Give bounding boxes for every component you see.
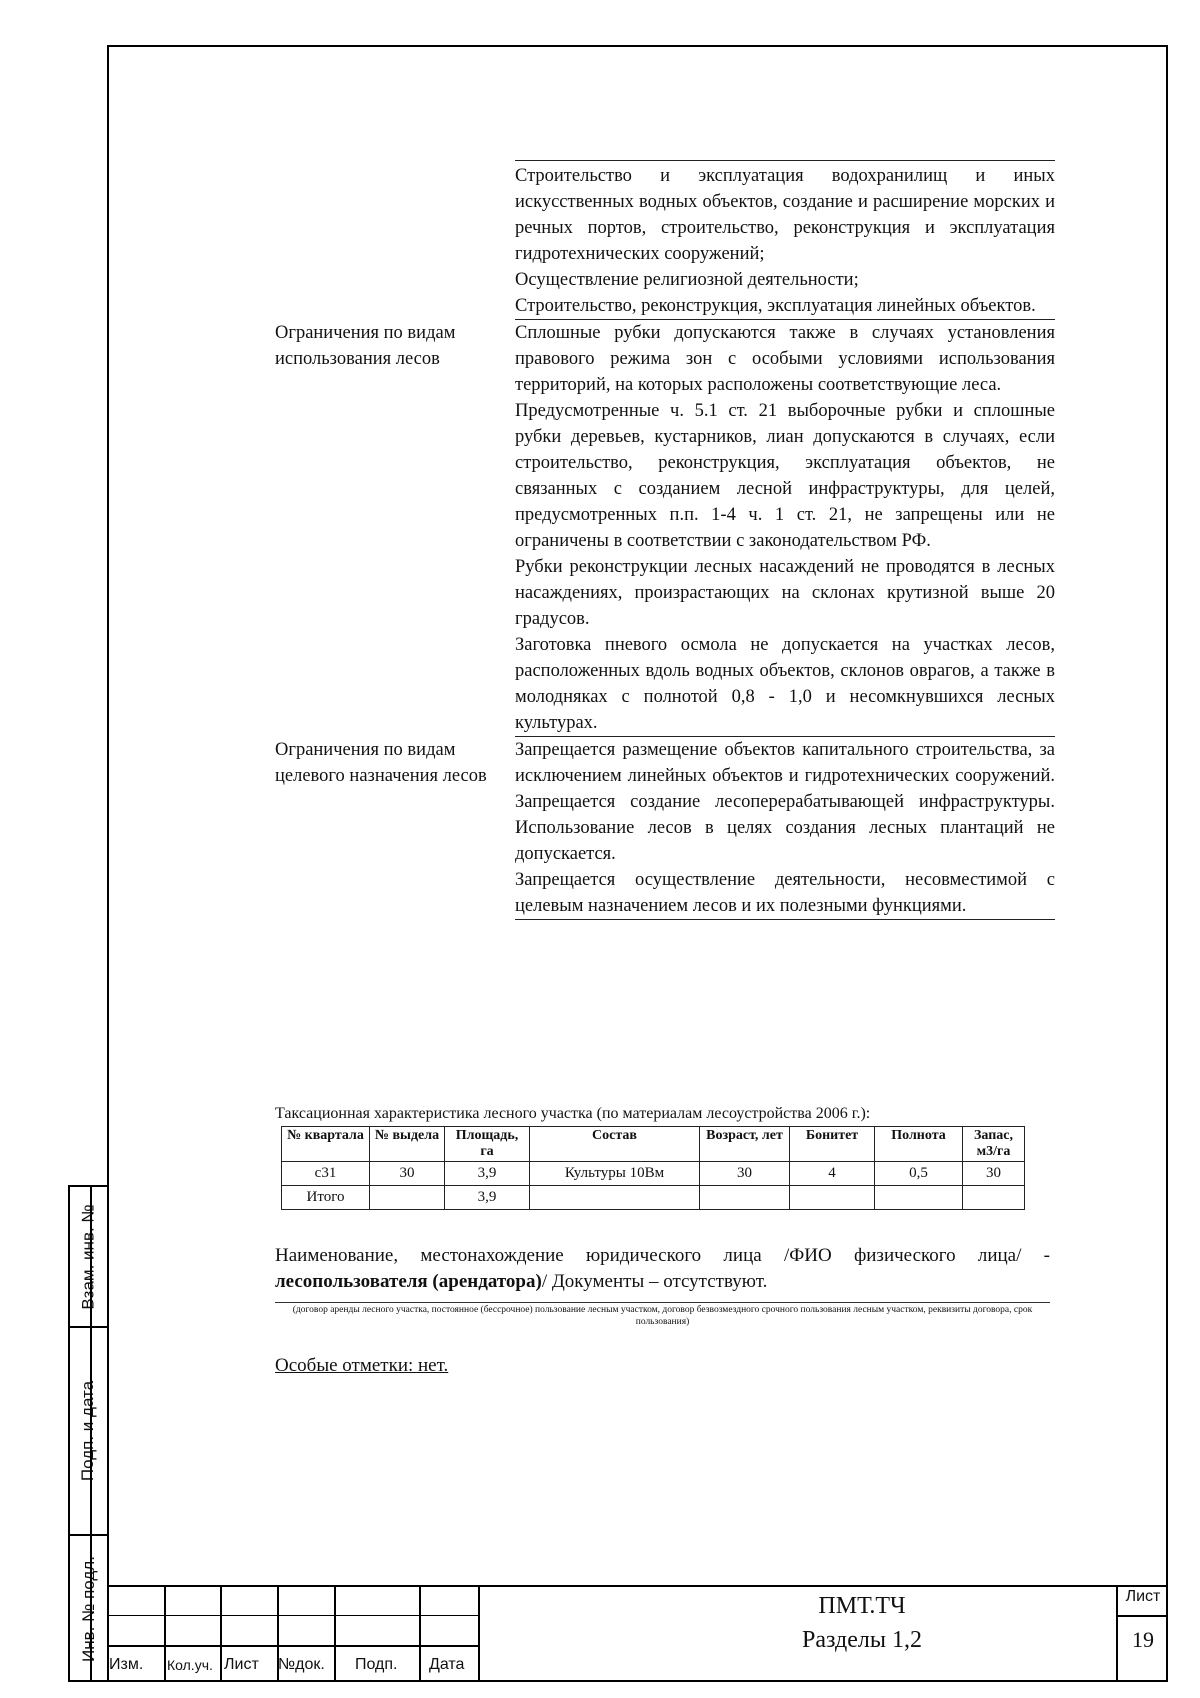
paragraph: Предусмотренные ч. 5.1 ст. 21 выборочные рубки и сплошные рубки деревьев, кустарников, лиан допускаются в случаях, если строительство, реконструкция, эксплуатация объектов, не связанных с созданием лесной инфраструктуры, для целей, предусмотренных п.п. 1-4 ч. 1 ст. 21, не запрещены или не ограничены в соответствии с законодательством РФ. <box>515 401 1055 551</box>
owner-text-bold: лесопользователя (арендатора) <box>275 1271 542 1292</box>
side-label-vzam: Взам. инв. № <box>78 1203 98 1310</box>
rule <box>515 919 1055 920</box>
table-cell <box>700 1186 790 1210</box>
tb-line <box>107 1615 480 1616</box>
purpose-restrictions-row <box>275 737 1055 920</box>
tb-col-ndok: №док. <box>278 1656 325 1673</box>
table-header: Возраст, лет <box>700 1127 790 1162</box>
tb-col-izm: Изм. <box>109 1656 144 1673</box>
side-stamp-blank-column <box>90 1185 107 1682</box>
side-label-inv: Инв. № подл. <box>78 1556 98 1662</box>
tb-col-list: Лист <box>224 1656 259 1673</box>
table-row <box>282 1162 1025 1186</box>
table-header-row <box>282 1127 1025 1162</box>
paragraph: Сплошные рубки допускаются также в случаях установления правового режима зон с особыми условиями использования территорий, на которых расположены соответствующие леса. <box>515 323 1055 395</box>
table-cell: 0,5 <box>875 1162 963 1186</box>
table-cell <box>875 1186 963 1210</box>
taxation-title: Таксационная характеристика лесного участка (по материалам лесоустройства 2006 г.): <box>275 1105 871 1122</box>
paragraph: Строительство и эксплуатация водохранилищ и иных искусственных водных объектов, создание и расширение морских и речных портов, строительство, реконструкция и эксплуатация гидротехнических сооружений; <box>515 166 1055 264</box>
paragraph: Запрещается размещение объектов капитального строительства, за исключением линейных объектов и гидротехнических сооружений. Запрещается создание лесоперерабатывающей инфраструктуры. Использование лесов в целях создания лесных плантаций не допускается. <box>515 740 1055 864</box>
use-restrictions-label: Ограничения по видам использования лесов <box>275 323 456 369</box>
tb-line <box>419 1585 421 1682</box>
table-cell: 4 <box>790 1162 875 1186</box>
tb-line <box>107 1585 1168 1587</box>
table-header: Бонитет <box>790 1127 875 1162</box>
table-cell: 30 <box>370 1162 445 1186</box>
tb-line <box>107 1645 480 1647</box>
paragraph: Осуществление религиозной деятельности; <box>515 270 859 290</box>
paragraph: Заготовка пневого осмола не допускается на участках лесов, расположенных вдоль водных объектов, склонов оврагов, а также в молодняках с полнотой 0,8 - 1,0 и несомкнувшихся лесных культурах. <box>515 635 1055 733</box>
owner-paragraph <box>275 1243 1050 1295</box>
table-cell <box>370 1186 445 1210</box>
use-restrictions-row <box>275 320 1055 737</box>
table-header: № квартала <box>282 1127 370 1162</box>
document-body <box>275 160 1055 920</box>
purpose-restrictions-label: Ограничения по видам целевого назначения лесов <box>275 740 487 786</box>
tb-line <box>220 1585 222 1682</box>
construction-text <box>515 160 1055 320</box>
table-cell: 3,9 <box>445 1186 530 1210</box>
owner-note: (договор аренды лесного участка, постоянное (бессрочное) пользование лесным участком, договор безвозмездного срочного пользования лесным участком, реквизиты договора, срок пользования) <box>275 1302 1050 1328</box>
table-cell: с31 <box>282 1162 370 1186</box>
tb-col-koluch: Кол.уч. <box>167 1657 213 1673</box>
paragraph: Строительство, реконструкция, эксплуатация линейных объектов. <box>515 296 1036 316</box>
tb-line <box>478 1585 480 1682</box>
table-cell: 30 <box>700 1162 790 1186</box>
construction-label <box>275 160 515 320</box>
paragraph: Запрещается осуществление деятельности, несовместимой с целевым назначением лесов и их полезными функциями. <box>515 870 1055 916</box>
special-marks: Особые отметки: нет. <box>275 1355 449 1376</box>
table-cell: Культуры 10Вм <box>530 1162 700 1186</box>
owner-text-end: / Документы – отсутствуют. <box>541 1271 768 1292</box>
table-cell <box>530 1186 700 1210</box>
table-header: Состав <box>530 1127 700 1162</box>
tb-line <box>334 1585 336 1682</box>
table-header: Запас, м3/га <box>963 1127 1025 1162</box>
table-header: Площадь, га <box>445 1127 530 1162</box>
table-header: № выдела <box>370 1127 445 1162</box>
sheet-label: Лист <box>1125 1588 1161 1605</box>
table-cell: Итого <box>282 1186 370 1210</box>
construction-row <box>275 160 1055 320</box>
document-title: Разделы 1,2 <box>801 1627 922 1653</box>
table-cell: 30 <box>963 1162 1025 1186</box>
side-label-podp: Подп. и дата <box>78 1380 98 1482</box>
taxation-table <box>281 1126 1025 1210</box>
rule <box>515 160 1055 161</box>
paragraph: Рубки реконструкции лесных насаждений не проводятся в лесных насаждениях, произрастающих на склонах крутизной выше 20 градусов. <box>515 557 1055 629</box>
table-cell <box>790 1186 875 1210</box>
tb-line <box>164 1585 166 1682</box>
tb-col-podp: Подп. <box>355 1656 398 1673</box>
document-code: ПМТ.ТЧ <box>818 1593 906 1619</box>
table-row <box>282 1186 1025 1210</box>
use-restrictions-text <box>515 320 1055 737</box>
purpose-restrictions-text <box>515 737 1055 920</box>
title-block <box>107 1585 1168 1682</box>
tb-col-data: Дата <box>429 1656 465 1673</box>
table-header: Полнота <box>875 1127 963 1162</box>
table-cell: 3,9 <box>445 1162 530 1186</box>
sheet-number: 19 <box>1132 1627 1154 1652</box>
owner-text-start: Наименование, местонахождение юридического лица /ФИО физического лица/ - <box>275 1245 1050 1266</box>
table-cell <box>963 1186 1025 1210</box>
